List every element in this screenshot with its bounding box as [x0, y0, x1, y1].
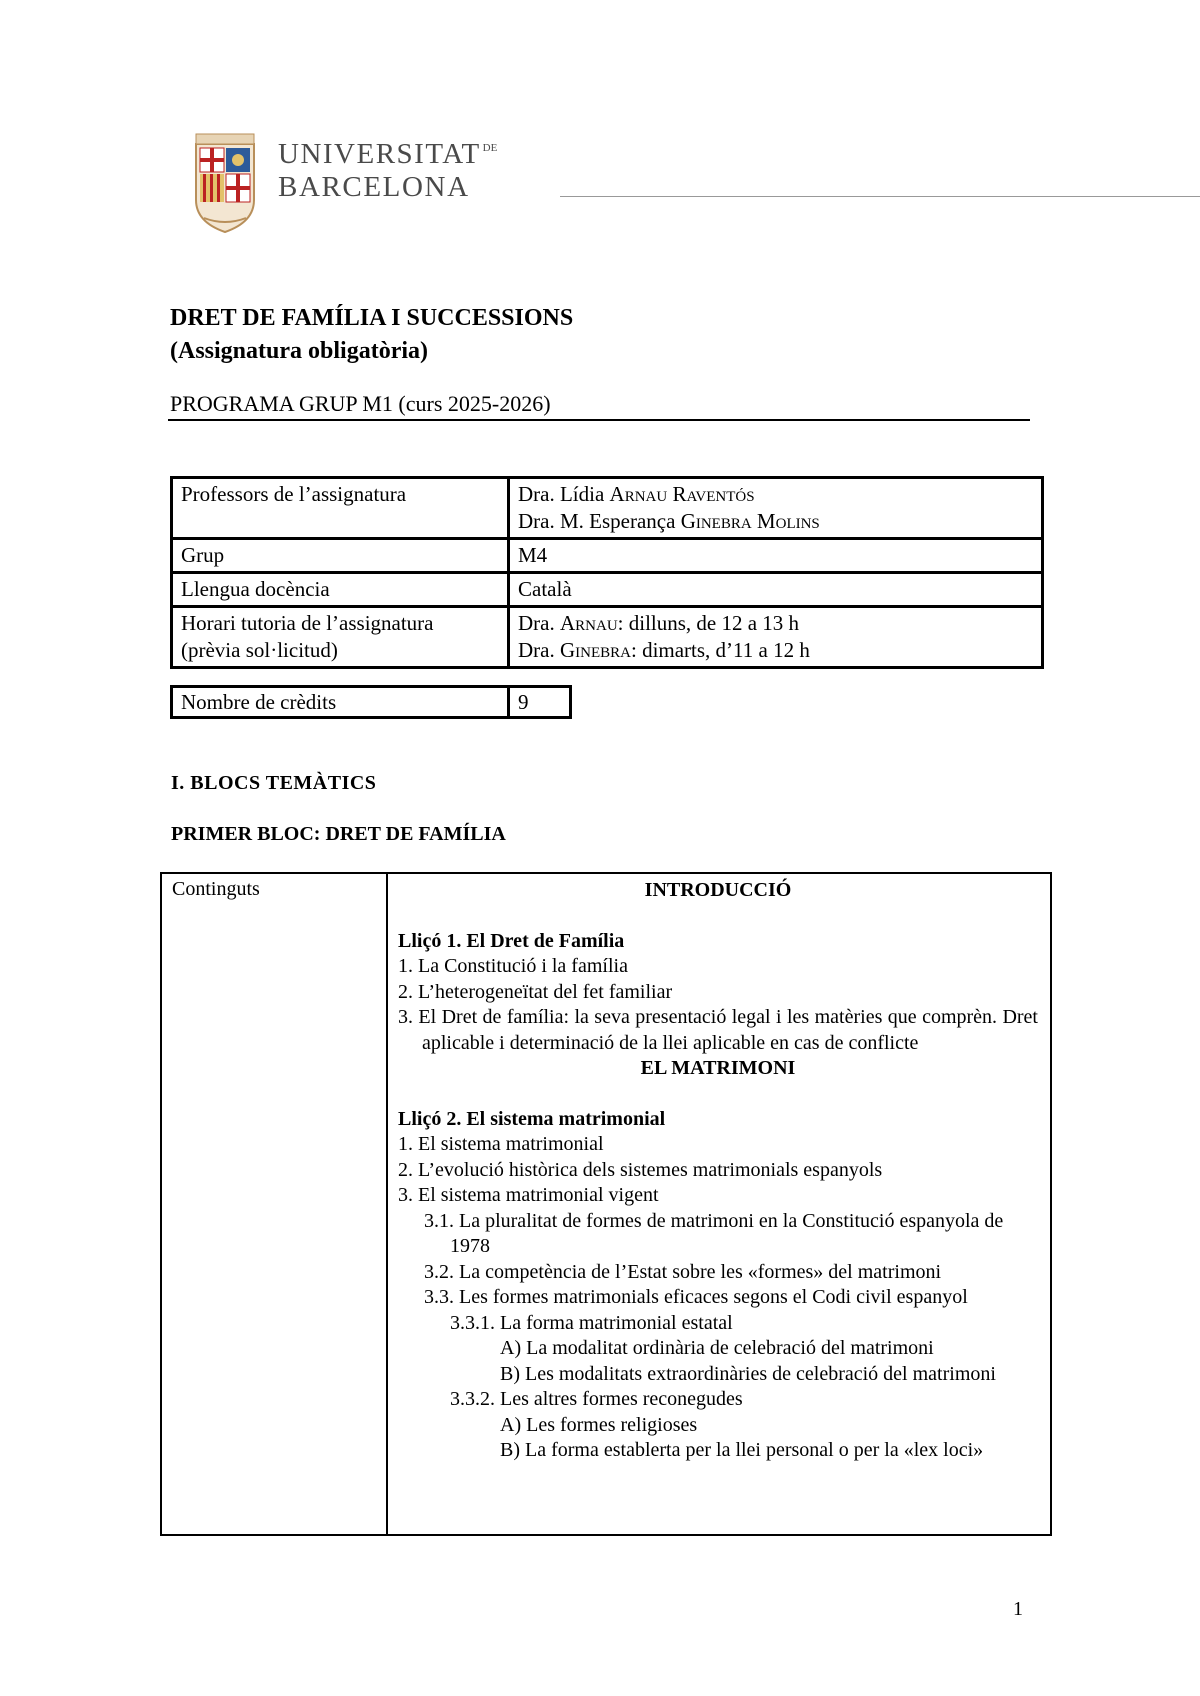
horari-value	[509, 607, 1043, 668]
list-item: 3.2. La competència de l’Estat sobre les «formes» del matrimoni	[424, 1260, 942, 1283]
document-title	[170, 302, 573, 368]
list-item: 1. El sistema matrimonial	[398, 1133, 604, 1155]
llengua-label: Llengua docència	[172, 573, 509, 607]
list-item: B) La forma establerta per la llei personal o per la «lex loci»	[500, 1439, 984, 1461]
grup-value: M4	[509, 539, 1043, 573]
contents-table	[160, 872, 1052, 1536]
horari-label-line2: (prèvia sol·licitud)	[181, 638, 338, 662]
intro-heading: INTRODUCCIÓ	[644, 879, 792, 901]
list-item: 3.3.2. Les altres formes reconegudes	[450, 1388, 743, 1410]
contents-label-cell	[162, 874, 388, 1534]
grup-label: Grup	[172, 539, 509, 573]
list-item: 2. L’evolució històrica dels sistemes matrimonials espanyols	[398, 1158, 883, 1181]
llengua-value: Català	[509, 573, 1043, 607]
professors-value	[509, 478, 1043, 539]
list-item: A) Les formes religioses	[500, 1413, 698, 1436]
page-number: 1	[1013, 1598, 1023, 1620]
logo-line1: UNIVERSITAT	[278, 138, 481, 170]
contents-label: Continguts	[172, 878, 260, 900]
lesson2-title: Lliçó 2. El sistema matrimonial	[398, 1107, 666, 1130]
table-row	[172, 539, 1043, 573]
list-item: 3. El Dret de família: la seva presentació legal i les matèries que comprèn. Dret aplicable i determinació de la llei aplicable en cas de conflicte	[398, 1006, 1038, 1054]
list-item: 3. El sistema matrimonial vigent	[398, 1184, 659, 1206]
header-divider	[560, 196, 1200, 197]
list-item: B) Les modalitats extraordinàries de celebració del matrimoni	[500, 1362, 996, 1385]
credits-value: 9	[509, 687, 571, 718]
table-row	[172, 573, 1043, 607]
credits-table	[170, 685, 572, 719]
programa-heading: PROGRAMA GRUP M1 (curs 2025-2026)	[170, 391, 551, 416]
section-heading: I. BLOCS TEMÀTICS	[171, 772, 377, 794]
list-item: 2. L’heterogeneïtat del fet familiar	[398, 980, 673, 1003]
professor-2: Dra. M. Esperança Ginebra Molins	[518, 509, 820, 533]
lesson1-title: Lliçó 1. El Dret de Família	[398, 929, 625, 952]
list-item: 3.3. Les formes matrimonials eficaces segons el Codi civil espanyol	[424, 1286, 968, 1308]
bloc-heading: PRIMER BLOC: DRET DE FAMÍLIA	[171, 823, 506, 845]
list-item: 1. La Constitució i la família	[398, 955, 628, 977]
logo-line2: BARCELONA	[278, 171, 470, 203]
title-line2: (Assignatura obligatòria)	[170, 338, 428, 364]
list-item: 3.3.1. La forma matrimonial estatal	[450, 1311, 733, 1334]
university-logo-text	[278, 140, 518, 202]
programa-underline	[168, 419, 1030, 421]
table-row	[172, 607, 1043, 668]
professors-label: Professors de l’assignatura	[172, 478, 509, 539]
list-item: 3.1. La pluralitat de formes de matrimoni en la Constitució espanyola de 1978	[424, 1209, 1004, 1257]
horari-value-line1: Dra. Arnau: dilluns, de 12 a 13 h	[518, 611, 800, 635]
title-line1: DRET DE FAMÍLIA I SUCCESSIONS	[170, 305, 574, 331]
logo-line1-suffix: DE	[482, 142, 498, 154]
ub-seal-icon	[192, 130, 258, 234]
credits-label: Nombre de crèdits	[172, 687, 509, 718]
professor-1: Dra. Lídia Arnau Raventós	[518, 482, 755, 506]
course-info-table	[170, 476, 1044, 669]
list-item: A) La modalitat ordinària de celebració del matrimoni	[500, 1337, 934, 1359]
horari-value-line2: Dra. Ginebra: dimarts, d’11 a 12 h	[518, 638, 810, 662]
contents-body	[398, 878, 1038, 1464]
table-row	[172, 478, 1043, 539]
matrimoni-heading: EL MATRIMONI	[640, 1057, 796, 1079]
table-row	[172, 687, 571, 718]
horari-label	[172, 607, 509, 668]
horari-label-line1: Horari tutoria de l’assignatura	[181, 611, 434, 635]
